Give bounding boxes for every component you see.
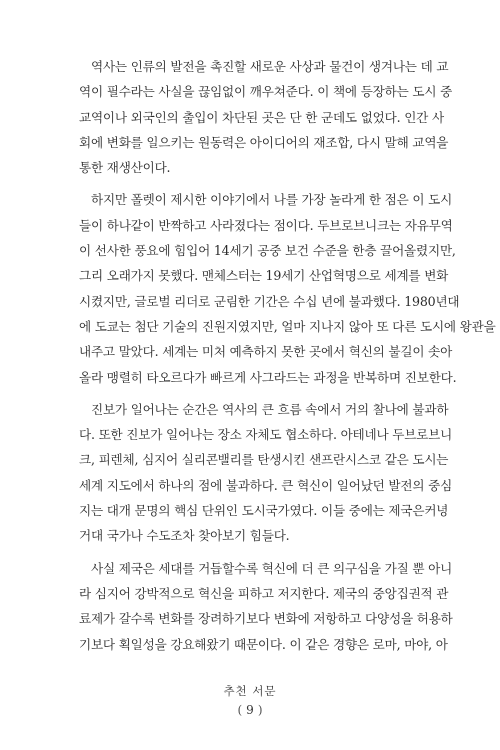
text-line: 지는 대개 문명의 핵심 단위인 도시국가였다. 이들 중에는 제국은커녕 — [79, 503, 449, 519]
running-footer: 추천 서문 — [223, 684, 277, 698]
text-line: 그리 오래가지 못했다. 맨체스터는 19세기 산업혁명으로 세계를 변화 — [79, 268, 449, 284]
paragraph-4 — [79, 556, 453, 657]
text-line: 통한 재생산이다. — [79, 160, 171, 176]
text-line: 이 선사한 풍요에 힘입어 14세기 공중 보건 수준을 한층 끌어올렸지만, — [79, 243, 456, 259]
text-line: 내주고 말았다. 세계는 미처 예측하지 못한 곳에서 혁신의 불길이 솟아 — [79, 344, 453, 360]
text-line: 들이 하나같이 반짝하고 사라졌다는 점이다. 두브로브니크는 자유무역 — [79, 217, 453, 233]
text-line: 사실 제국은 세대를 거듭할수록 혁신에 더 큰 의구심을 가질 뿐 아니 — [91, 560, 453, 576]
text-line: 역사는 인류의 발전을 촉진할 새로운 사상과 물건이 생겨나는 데 교 — [91, 59, 449, 74]
text-line: 료제가 갈수록 변화를 장려하기보다 변화에 저항하고 다양성을 허용하 — [79, 611, 453, 627]
text-line: 역이 필수라는 사실을 끊임없이 깨우쳐준다. 이 책에 등장하는 도시 중 — [79, 84, 453, 100]
text-line: 거대 국가나 수도조차 찾아보기 힘들다. — [79, 528, 290, 544]
page-number — [0, 703, 500, 717]
paren-left: ( — [237, 703, 243, 717]
paragraph-3 — [79, 397, 453, 549]
text-line: 올라 맹렬히 타오르다가 빠르게 사그라드는 과정을 반복하며 진보한다. — [79, 369, 457, 385]
text-line: 회에 변화를 일으키는 원동력은 아이디어의 재조합, 다시 말해 교역을 — [79, 134, 449, 150]
paragraph-2 — [79, 187, 496, 389]
text-line: 하지만 폴렛이 제시한 이야기에서 나를 가장 놀라게 한 점은 이 도시 — [91, 192, 453, 208]
text-line: 교역이나 외국인의 출입이 차단된 곳은 단 한 군데도 없었다. 인간 사 — [79, 109, 444, 125]
text-line: 세계 지도에서 하나의 점에 불과하다. 큰 혁신이 일어났던 발전의 중심 — [79, 477, 453, 493]
text-line: 기보다 획일성을 강요해왔기 때문이다. 이 같은 경향은 로마, 마야, 아 — [79, 636, 448, 652]
text-line: 진보가 일어나는 순간은 역사의 큰 흐름 속에서 거의 찰나에 불과하 — [91, 401, 449, 417]
text-line: 크, 피렌체, 심지어 실리콘밸리를 탄생시킨 샌프란시스코 같은 도시는 — [79, 452, 449, 468]
paragraph-1 — [79, 54, 453, 180]
paren-right: ) — [257, 703, 263, 717]
page-number-value: 9 — [246, 703, 254, 717]
text-line: 다. 또한 진보가 일어나는 장소 자체도 협소하다. 아테네나 두브로브니 — [79, 427, 453, 443]
text-line: 에 도쿄는 첨단 기술의 진원지였지만, 얼마 지나지 않아 또 다른 도시에 왕관을 — [79, 318, 496, 334]
text-line: 시켰지만, 글로벌 리더로 군림한 기간은 수십 년에 불과했다. 1980년대 — [79, 293, 460, 309]
text-line: 라 심지어 강박적으로 혁신을 피하고 저지한다. 제국의 중앙집권적 관 — [79, 585, 449, 601]
body-text — [79, 54, 496, 664]
